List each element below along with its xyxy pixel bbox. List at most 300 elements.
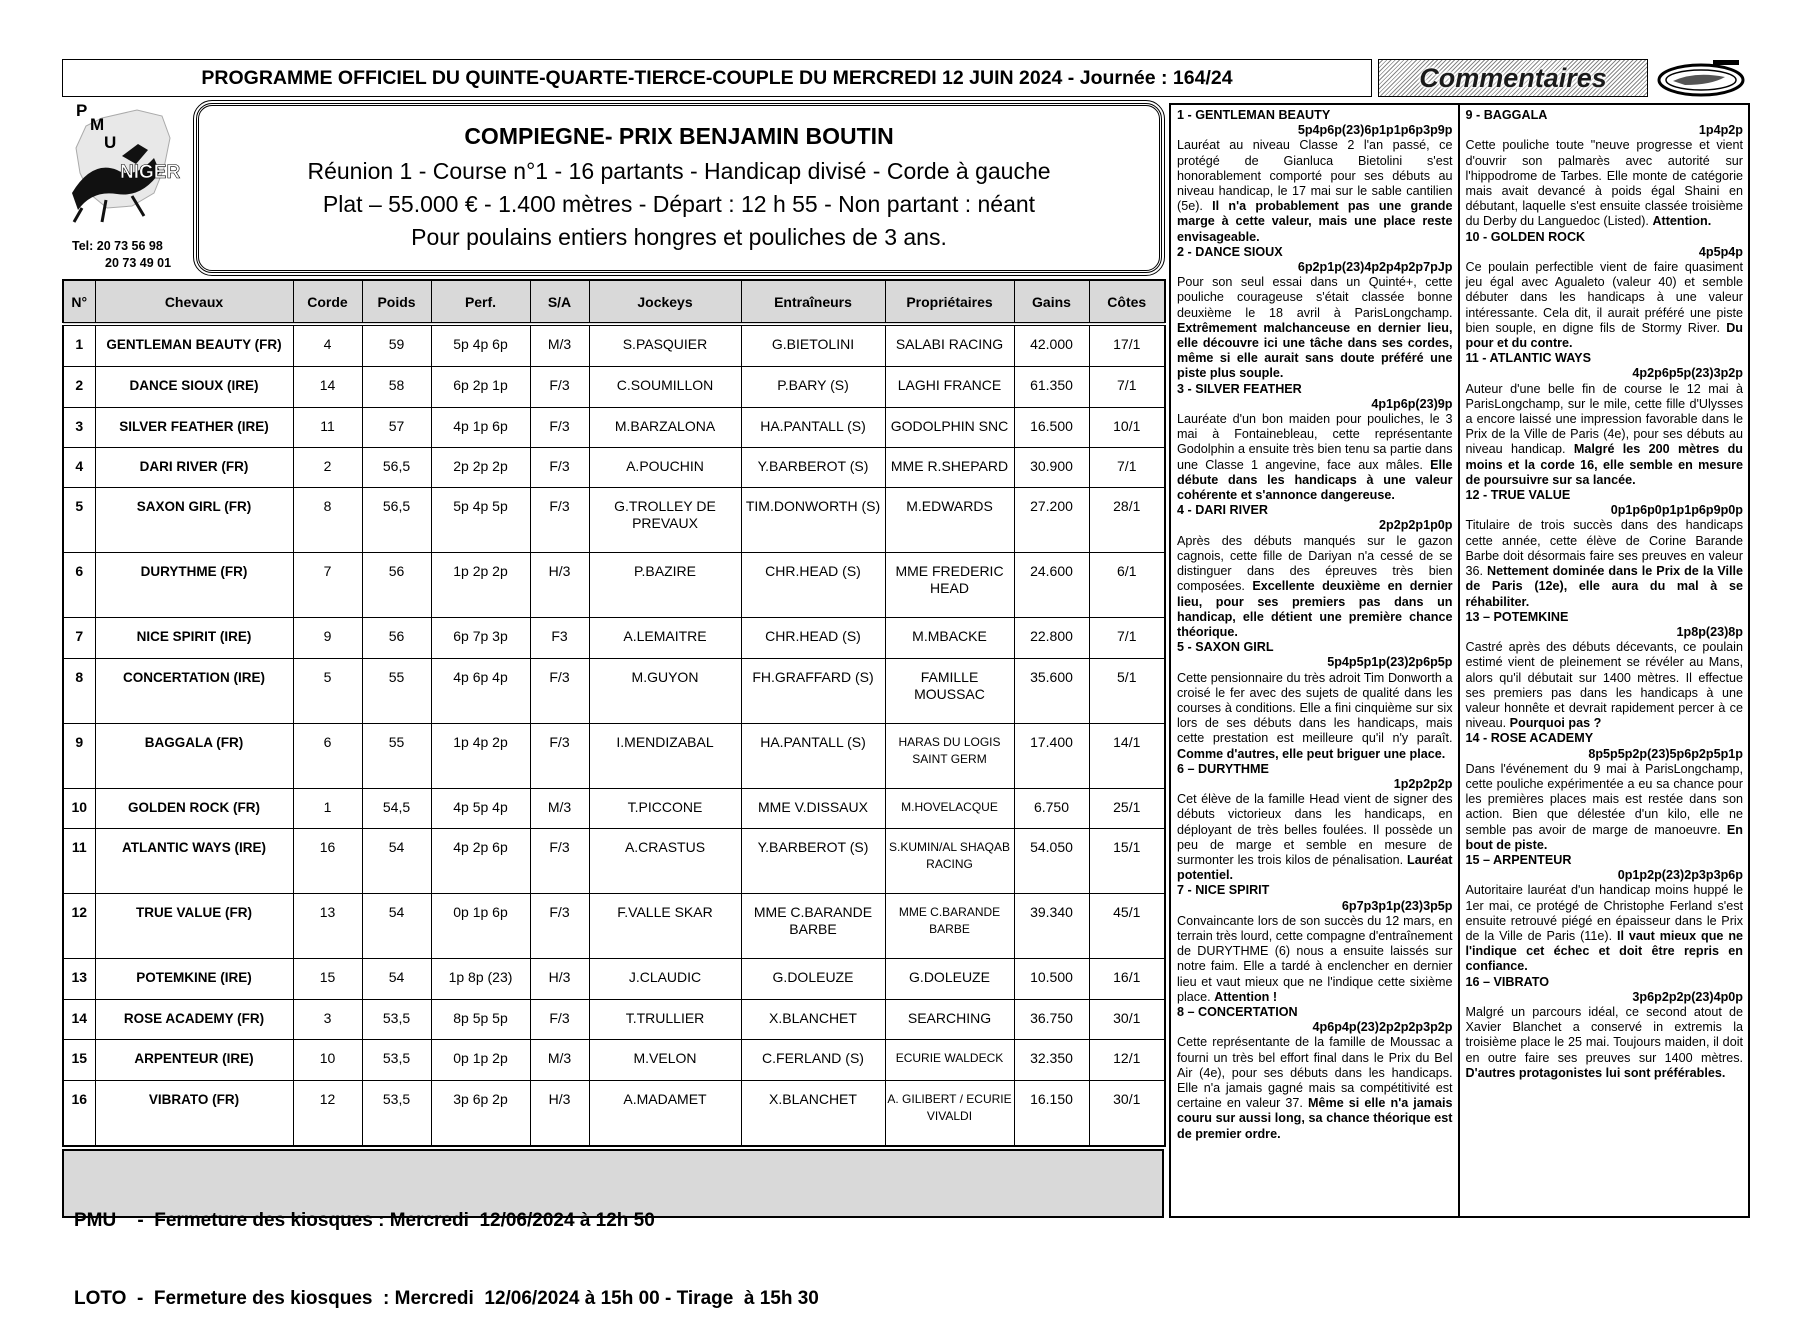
comment-verdict: Pourquoi pas ?: [1509, 716, 1602, 731]
comment-body: Autoritaire lauréat d'un handicap moins huppé le 1er mai, ce protégé de Christophe Ferland s'est ensuite retrouvé piégé en épaisseur dans le Prix de la Ville de Paris (11e).: [1465, 883, 1743, 943]
comment-text: [1466, 138, 1744, 229]
cell-gains: 54.050: [1014, 829, 1089, 894]
comment-body: Cette représentante de la famille de Moussac a fourni un très bel effort final dans le Prix du Bel Air (4e), pour ses débuts dans les handicaps. Elle n'a jamais gagné mais sa compétitivité est certaine en valeur 37.: [1177, 1035, 1453, 1111]
kiosk-line-pmu: PMU - Fermeture des kiosques : Mercredi 12/06/2024 à 12h 50: [74, 1210, 655, 1231]
race-line-1: Réunion 1 - Course n°1 - 16 partants - Handicap divisé - Corde à gauche: [307, 158, 1051, 184]
cell-perf: 5p 4p 6p: [431, 324, 530, 367]
cell-poids: 53,5: [362, 999, 431, 1039]
cell-gains: 22.800: [1014, 618, 1089, 658]
cell-sa: F3: [530, 618, 589, 658]
header-corde: Corde: [293, 280, 362, 324]
cell-trainer: HA.PANTALL (S): [741, 407, 885, 447]
cell-cote: 30/1: [1089, 1080, 1165, 1146]
comment-performance: 1p4p2p: [1698, 123, 1743, 138]
comment-verdict: D'autres protagonistes lui sont préférables.: [1465, 1065, 1726, 1080]
comment-performance: 3p6p2p2p(23)4p0p: [1632, 989, 1743, 1004]
cell-trainer: TIM.DONWORTH (S): [741, 488, 885, 553]
cell-poids: 53,5: [362, 1040, 431, 1080]
comment-performance: 4p1p6p(23)9p: [1371, 396, 1453, 411]
cell-poids: 59: [362, 324, 431, 367]
cell-perf: 4p 2p 6p: [431, 829, 530, 894]
header-perf: Perf.: [431, 280, 530, 324]
cell-num: 3: [63, 407, 95, 447]
comment-horse-name: 6 – DURYTHME: [1177, 761, 1269, 776]
table-row: [63, 658, 1165, 723]
cell-corde: 6: [293, 723, 362, 788]
cell-jockey: I.MENDIZABAL: [589, 723, 741, 788]
comment-verdict: Attention.: [1652, 214, 1712, 229]
phone-line-1: Tel: 20 73 56 98: [72, 239, 163, 253]
cell-num: 4: [63, 447, 95, 487]
comment-text: [1466, 382, 1744, 488]
comment-entry: [1466, 975, 1744, 1081]
cell-cote: 16/1: [1089, 959, 1165, 999]
cell-jockey: F.VALLE SKAR: [589, 894, 741, 959]
cell-poids: 53,5: [362, 1080, 431, 1146]
cell-poids: 56: [362, 553, 431, 618]
cell-gains: 10.500: [1014, 959, 1089, 999]
comment-horse-name: 4 - DARI RIVER: [1177, 503, 1268, 518]
cell-corde: 13: [293, 894, 362, 959]
comment-verdict: Du pour et du contre.: [1465, 320, 1743, 351]
svg-text:M: M: [90, 115, 105, 134]
logo-p: P: [76, 101, 88, 120]
cell-num: 5: [63, 488, 95, 553]
cell-cote: 5/1: [1089, 658, 1165, 723]
header-horse: Chevaux: [95, 280, 293, 324]
comment-horse-name: 7 - NICE SPIRIT: [1177, 883, 1270, 898]
comment-horse-name: 13 – POTEMKINE: [1465, 609, 1569, 624]
cell-cote: 45/1: [1089, 894, 1165, 959]
cell-corde: 14: [293, 367, 362, 407]
comment-performance: 4p6p4p(23)2p2p2p3p2p: [1312, 1020, 1453, 1035]
table-header-row: [63, 280, 1165, 324]
comment-horse-name: 14 - ROSE ACADEMY: [1465, 731, 1594, 746]
cell-num: 6: [63, 553, 95, 618]
cell-horse: GOLDEN ROCK (FR): [95, 788, 293, 828]
cell-perf: 8p 5p 5p: [431, 999, 530, 1039]
comment-entry: [1466, 230, 1744, 352]
cell-horse: ROSE ACADEMY (FR): [95, 999, 293, 1039]
comment-performance: 8p5p5p2p(23)5p6p2p5p1p: [1588, 746, 1743, 761]
cell-cote: 25/1: [1089, 788, 1165, 828]
cell-perf: 0p 1p 6p: [431, 894, 530, 959]
comment-verdict: Comme d'autres, elle peut briguer une place.: [1177, 746, 1446, 761]
cell-poids: 56,5: [362, 447, 431, 487]
cell-cote: 12/1: [1089, 1040, 1165, 1080]
comment-verdict: Même si elle n'a jamais couru sur aussi long, sa chance théorique est de premier ordre.: [1177, 1096, 1453, 1141]
cell-poids: 54: [362, 959, 431, 999]
cell-owner: G.DOLEUZE: [885, 959, 1014, 999]
comment-text: [1466, 883, 1744, 974]
cell-owner: ECURIE WALDECK: [885, 1040, 1014, 1080]
comment-horse-name: 15 – ARPENTEUR: [1465, 852, 1572, 867]
comment-verdict: Il vaut mieux que ne l'indique cet échec et doit être repris en confiance.: [1465, 928, 1744, 974]
cell-num: 10: [63, 788, 95, 828]
comment-body: Cette pensionnaire du très adroit Tim Donworth a croisé le fer avec des sujets de qualité dans les courses à conditions. Elle a fini cinquième sur six lors de ses débuts dans les handicaps, mais cette prestation est meilleure qu'il n'y paraît.: [1177, 670, 1453, 746]
cell-gains: 32.350: [1014, 1040, 1089, 1080]
race-line-2: Plat – 55.000 € - 1.400 mètres - Départ : 12 h 55 - Non partant : néant: [322, 191, 1036, 217]
cell-corde: 1: [293, 788, 362, 828]
cell-num: 13: [63, 959, 95, 999]
comment-horse-name: 5 - SAXON GIRL: [1177, 640, 1274, 655]
cell-gains: 35.600: [1014, 658, 1089, 723]
cell-corde: 12: [293, 1080, 362, 1146]
comment-entry: [1177, 762, 1453, 884]
comment-performance: 4p2p6p5p(23)3p2p: [1632, 366, 1743, 381]
cell-corde: 9: [293, 618, 362, 658]
comment-text: [1177, 138, 1453, 244]
cell-sa: F/3: [530, 407, 589, 447]
cell-trainer: MME C.BARANDE BARBE: [741, 894, 885, 959]
cell-jockey: A.MADAMET: [589, 1080, 741, 1146]
cell-owner: M.MBACKE: [885, 618, 1014, 658]
cell-poids: 58: [362, 367, 431, 407]
cell-sa: F/3: [530, 894, 589, 959]
comment-entry: [1177, 108, 1453, 245]
cell-num: 15: [63, 1040, 95, 1080]
comment-verdict: Lauréat potentiel.: [1177, 852, 1453, 883]
cell-trainer: HA.PANTALL (S): [741, 723, 885, 788]
cell-perf: 1p 8p (23): [431, 959, 530, 999]
cell-cote: 17/1: [1089, 324, 1165, 367]
table-row: [63, 894, 1165, 959]
cell-jockey: A.LEMAITRE: [589, 618, 741, 658]
cell-poids: 55: [362, 723, 431, 788]
comment-performance: 5p4p5p1p(23)2p6p5p: [1327, 655, 1453, 670]
cell-cote: 28/1: [1089, 488, 1165, 553]
comment-body: Ce poulain perfectible vient de faire quasiment jeu égal avec Agualeto (valeur 40) et semble débuter dans les handicaps à une valeur intéressante. Cela dit, il aurait préféré une piste bien souple, en digne fils de Stormy River.: [1465, 260, 1743, 335]
cell-perf: 4p 5p 4p: [431, 788, 530, 828]
cell-num: 16: [63, 1080, 95, 1146]
comment-text: [1466, 640, 1744, 731]
cell-horse: CONCERTATION (IRE): [95, 658, 293, 723]
cell-poids: 54: [362, 829, 431, 894]
cell-num: 14: [63, 999, 95, 1039]
svg-text:U: U: [104, 133, 117, 152]
cell-corde: 8: [293, 488, 362, 553]
phone-line-2: 20 73 49 01: [105, 256, 172, 270]
cell-owner: SEARCHING: [885, 999, 1014, 1039]
cell-owner: SALABI RACING: [885, 324, 1014, 367]
cell-gains: 42.000: [1014, 324, 1089, 367]
cell-poids: 55: [362, 658, 431, 723]
cell-gains: 36.750: [1014, 999, 1089, 1039]
cell-poids: 54,5: [362, 788, 431, 828]
comment-verdict: Elle débute dans les handicaps à une valeur cohérente et s'annonce dangereuse.: [1177, 457, 1453, 503]
cell-owner: MME C.BARANDE BARBE: [885, 894, 1014, 959]
comment-body: Lauréate d'un bon maiden pour pouliches, le 3 mai à Fontainebleau, cette représentante Godolphin a ensuite très bien tenu sa partie dans une Classe 1 angevine, face aux mâles.: [1177, 412, 1453, 472]
comment-text: [1466, 518, 1744, 609]
header-owner: Propriétaires: [885, 280, 1014, 324]
cell-horse: DURYTHME (FR): [95, 553, 293, 618]
cell-owner: HARAS DU LOGIS SAINT GERM: [885, 723, 1014, 788]
cell-cote: 15/1: [1089, 829, 1165, 894]
comment-horse-name: 16 – VIBRATO: [1465, 974, 1550, 989]
race-title: COMPIEGNE- PRIX BENJAMIN BOUTIN: [464, 123, 894, 149]
cell-owner: M.EDWARDS: [885, 488, 1014, 553]
comment-body: Cet élève de la famille Head vient de signer des débuts victorieux dans les handicaps, en déployant de très belles foulées. Il possède un peu de marge et semble en mesure de surmonter les trois kilos de pénalisation.: [1177, 792, 1453, 867]
comment-horse-name: 2 - DANCE SIOUX: [1177, 244, 1283, 259]
cell-perf: 4p 6p 4p: [431, 658, 530, 723]
comments-panel: [1169, 103, 1750, 1218]
cell-trainer: X.BLANCHET: [741, 1080, 885, 1146]
cell-owner: LAGHI FRANCE: [885, 367, 1014, 407]
comment-body: Cette pouliche toute "neuve progresse et vient d'ouvrir son palmarès avec autorité sur l'hippodrome de Tarbes. Elle monte de catégorie mais avait devancé à poids égal Shaini en débutant, laquelle s'est ensuite classée troisième du Derby du Languedoc (Listed).: [1465, 138, 1743, 229]
cell-perf: 1p 4p 2p: [431, 723, 530, 788]
cell-gains: 39.340: [1014, 894, 1089, 959]
cell-sa: M/3: [530, 1040, 589, 1080]
header-cote: Côtes: [1089, 280, 1165, 324]
cell-jockey: M.BARZALONA: [589, 407, 741, 447]
cell-sa: F/3: [530, 829, 589, 894]
comment-entry: [1177, 245, 1453, 382]
comment-entry: [1466, 108, 1744, 230]
cell-corde: 15: [293, 959, 362, 999]
cell-trainer: G.DOLEUZE: [741, 959, 885, 999]
comment-verdict: Excellente deuxième en dernier lieu, pour ses premiers pas dans un handicap, elle détient une première chance théorique.: [1177, 579, 1453, 639]
cell-owner: MME FREDERIC HEAD: [885, 553, 1014, 618]
cell-num: 2: [63, 367, 95, 407]
cell-cote: 7/1: [1089, 618, 1165, 658]
comment-performance: 6p7p3p1p(23)3p5p: [1341, 898, 1453, 913]
cell-sa: H/3: [530, 959, 589, 999]
comment-horse-name: 12 - TRUE VALUE: [1465, 488, 1571, 503]
comment-horse-name: 9 - BAGGALA: [1465, 108, 1548, 122]
cell-horse: SILVER FEATHER (IRE): [95, 407, 293, 447]
comment-performance: 5p4p6p(23)6p1p1p6p3p9p: [1297, 123, 1453, 138]
cell-perf: 5p 4p 5p: [431, 488, 530, 553]
cell-num: 11: [63, 829, 95, 894]
comment-entry: [1177, 640, 1453, 762]
comment-text: [1466, 762, 1744, 853]
table-row: [63, 1080, 1165, 1146]
table-row: [63, 1040, 1165, 1080]
cell-owner: M.HOVELACQUE: [885, 788, 1014, 828]
comment-entry: [1466, 731, 1744, 853]
cell-horse: TRUE VALUE (FR): [95, 894, 293, 959]
cell-trainer: C.FERLAND (S): [741, 1040, 885, 1080]
comment-entry: [1177, 883, 1453, 1005]
table-row: [63, 407, 1165, 447]
cell-owner: S.KUMIN/AL SHAQAB RACING: [885, 829, 1014, 894]
table-row: [63, 999, 1165, 1039]
cell-sa: F/3: [530, 658, 589, 723]
cell-gains: 17.400: [1014, 723, 1089, 788]
table-row: [63, 488, 1165, 553]
cell-perf: 6p 7p 3p: [431, 618, 530, 658]
header-gains: Gains: [1014, 280, 1089, 324]
cell-gains: 27.200: [1014, 488, 1089, 553]
cell-jockey: T.TRULLIER: [589, 999, 741, 1039]
comment-text: [1177, 914, 1453, 1005]
cell-horse: POTEMKINE (IRE): [95, 959, 293, 999]
comment-body: Dans l'événement du 9 mai à ParisLongchamp, cette pouliche expérimentée a eu sa chance pour les premières places mais est restée dans son action. Bien que délestée d'un kilo, elle ne semble pas avoir de marge de manoeuvre.: [1465, 761, 1743, 837]
comment-horse-name: 11 - ATLANTIC WAYS: [1465, 351, 1591, 366]
cell-cote: 10/1: [1089, 407, 1165, 447]
cell-horse: DARI RIVER (FR): [95, 447, 293, 487]
comment-text: [1177, 275, 1453, 381]
cell-sa: H/3: [530, 1080, 589, 1146]
cell-corde: 11: [293, 407, 362, 447]
kiosk-line-loto: LOTO - Fermeture des kiosques : Mercredi 12/06/2024 à 15h 00 - Tirage à 15h 30: [74, 1288, 819, 1309]
cell-horse: ARPENTEUR (IRE): [95, 1040, 293, 1080]
comments-banner-label: Commentaires: [1419, 62, 1607, 93]
cell-corde: 4: [293, 324, 362, 367]
cell-jockey: G.TROLLEY DE PREVAUX: [589, 488, 741, 553]
comment-entry: [1466, 488, 1744, 610]
cell-corde: 16: [293, 829, 362, 894]
header-jockey: Jockeys: [589, 280, 741, 324]
comment-body: Malgré un parcours idéal, ce second atout de Xavier Blanchet a conservé in extremis la troisième place le 25 mai. Toujours maiden, il doit en outre faire ses preuves sur 1400 mètres.: [1465, 1004, 1743, 1065]
comment-body: Titulaire de trois succès dans des handicaps cette année, cette élève de Corine Barande Barbe doit désormais faire ses preuves en valeur 36.: [1465, 518, 1743, 579]
header-num: N°: [63, 280, 95, 324]
comment-body: Pour son seul essai dans un Quinté+, cette pouliche courageuse s'était classée bonne deuxième le 18 avril à ParisLongchamp.: [1177, 275, 1453, 320]
table-row: [63, 829, 1165, 894]
cell-horse: ATLANTIC WAYS (IRE): [95, 829, 293, 894]
comment-body: Lauréat au niveau Classe 2 l'an passé, ce protégé de Gianluca Bietolini s'est honorablement comporté pour ses débuts au niveau handicap, le 17 mai sur le sable cantilien (5e).: [1177, 138, 1453, 214]
header-poids: Poids: [362, 280, 431, 324]
cell-jockey: A.CRASTUS: [589, 829, 741, 894]
comments-column-right: [1460, 105, 1749, 1216]
comment-performance: 4p5p4p: [1698, 244, 1743, 259]
cell-num: 8: [63, 658, 95, 723]
kiosk-closing-box: [62, 1149, 1164, 1309]
table-row: [63, 324, 1165, 367]
comment-verdict: Attention !: [1214, 989, 1278, 1004]
comment-horse-name: 8 – CONCERTATION: [1177, 1004, 1298, 1019]
cell-perf: 6p 2p 1p: [431, 367, 530, 407]
race-line-3: Pour poulains entiers hongres et pouliches de 3 ans.: [411, 224, 947, 250]
comment-text: [1177, 1035, 1453, 1141]
cell-cote: 14/1: [1089, 723, 1165, 788]
table-row: [63, 959, 1165, 999]
cell-num: 9: [63, 723, 95, 788]
table-row: [63, 553, 1165, 618]
cell-perf: 4p 1p 6p: [431, 407, 530, 447]
comment-horse-name: 3 - SILVER FEATHER: [1177, 381, 1302, 396]
cell-corde: 10: [293, 1040, 362, 1080]
cell-poids: 56,5: [362, 488, 431, 553]
cell-sa: F/3: [530, 367, 589, 407]
pmu-niger-logo-icon: [62, 98, 192, 238]
table-row: [63, 447, 1165, 487]
cell-perf: 2p 2p 2p: [431, 447, 530, 487]
cell-sa: F/3: [530, 488, 589, 553]
cell-jockey: S.PASQUIER: [589, 324, 741, 367]
cell-owner: MME R.SHEPARD: [885, 447, 1014, 487]
header-trainer: Entraîneurs: [741, 280, 885, 324]
comment-text: [1177, 792, 1453, 883]
cell-cote: 30/1: [1089, 999, 1165, 1039]
comment-body: Auteur d'une belle fin de course le 12 mai à ParisLongchamp, sur le mile, cette fille d'Ulysses a encore laissé une impression favorable dans le Prix de la Ville de Paris (4e), pour ses débuts au niveau handicap.: [1465, 381, 1743, 457]
cell-sa: F/3: [530, 999, 589, 1039]
cell-trainer: P.BARY (S): [741, 367, 885, 407]
cell-jockey: T.PICCONE: [589, 788, 741, 828]
cell-owner: GODOLPHIN SNC: [885, 407, 1014, 447]
table-row: [63, 618, 1165, 658]
cell-owner: FAMILLE MOUSSAC: [885, 658, 1014, 723]
cell-perf: 3p 6p 2p: [431, 1080, 530, 1146]
cell-horse: VIBRATO (FR): [95, 1080, 293, 1146]
cell-poids: 54: [362, 894, 431, 959]
cell-sa: F/3: [530, 447, 589, 487]
cell-horse: BAGGALA (FR): [95, 723, 293, 788]
comment-verdict: Malgré les 200 mètres du moins et la corde 16, elle semble en mesure de poursuivre sur sa lancée.: [1465, 442, 1743, 487]
comment-text: [1466, 260, 1744, 351]
table-row: [63, 788, 1165, 828]
cell-gains: 6.750: [1014, 788, 1089, 828]
cell-horse: NICE SPIRIT (IRE): [95, 618, 293, 658]
comment-performance: 1p2p2p2p: [1393, 776, 1453, 791]
comment-body: Convaincante lors de son succès du 12 mars, en terrain très lourd, cette compagne d'entraînement de DURYTHME (6) nous a ensuite laissés sur notre faim. Elle a tardé à enclencher en dernier lieu et vaut mieux que ne l'indique cette sixième place.: [1177, 913, 1453, 1004]
comment-verdict: Il n'a probablement pas une grande marge à cette valeur, mais une place reste envisageable.: [1177, 199, 1453, 244]
phone-numbers: [72, 238, 171, 272]
cell-gains: 16.500: [1014, 407, 1089, 447]
eye-logo-icon: [1655, 57, 1747, 99]
table-row: [63, 723, 1165, 788]
cell-num: 7: [63, 618, 95, 658]
comment-verdict: Extrêmement malchanceuse en dernier lieu, elle découvre ici une tâche dans ses cordes, même si elle aurait sans doute préféré une piste plus souple.: [1177, 320, 1453, 381]
cell-jockey: P.BAZIRE: [589, 553, 741, 618]
comment-performance: 0p1p2p(23)2p3p3p6p: [1617, 868, 1743, 883]
comment-performance: 1p8p(23)8p: [1676, 624, 1743, 639]
runners-table: [62, 279, 1166, 1147]
cell-trainer: Y.BARBEROT (S): [741, 829, 885, 894]
comment-verdict: En bout de piste.: [1465, 822, 1743, 852]
cell-gains: 16.150: [1014, 1080, 1089, 1146]
cell-sa: M/3: [530, 788, 589, 828]
cell-sa: H/3: [530, 553, 589, 618]
comment-entry: [1177, 1005, 1453, 1142]
cell-trainer: G.BIETOLINI: [741, 324, 885, 367]
comment-horse-name: 10 - GOLDEN ROCK: [1465, 229, 1586, 244]
cell-trainer: X.BLANCHET: [741, 999, 885, 1039]
cell-sa: M/3: [530, 324, 589, 367]
comment-performance: 0p1p6p0p1p1p6p9p0p: [1610, 503, 1743, 518]
cell-gains: 30.900: [1014, 447, 1089, 487]
page-title: PROGRAMME OFFICIEL DU QUINTE-QUARTE-TIERCE-COUPLE DU MERCREDI 12 JUIN 2024 - Journée : 164/24: [62, 59, 1372, 97]
comment-entry: [1466, 351, 1744, 488]
comment-entry: [1466, 853, 1744, 975]
cell-perf: 1p 2p 2p: [431, 553, 530, 618]
comment-text: [1177, 534, 1453, 640]
cell-jockey: A.POUCHIN: [589, 447, 741, 487]
race-info-box: [196, 103, 1162, 273]
cell-poids: 57: [362, 407, 431, 447]
cell-horse: DANCE SIOUX (IRE): [95, 367, 293, 407]
comments-column-left: [1171, 105, 1460, 1216]
comment-performance: 2p2p2p1p0p: [1379, 518, 1453, 533]
comment-body: Castré après des débuts décevants, ce poulain estimé vient de pleinement se révéler au Mans, alors qu'il débutait sur 1400 mètres. Il effectue ses premiers pas dans les handicaps à une valeur honnête et devrait rapidement percer à ce niveau.: [1465, 640, 1743, 731]
cell-trainer: FH.GRAFFARD (S): [741, 658, 885, 723]
cell-corde: 5: [293, 658, 362, 723]
comment-text: [1177, 412, 1453, 503]
cell-jockey: M.GUYON: [589, 658, 741, 723]
comment-text: [1177, 671, 1453, 762]
cell-cote: 6/1: [1089, 553, 1165, 618]
cell-poids: 56: [362, 618, 431, 658]
cell-corde: 3: [293, 999, 362, 1039]
cell-trainer: MME V.DISSAUX: [741, 788, 885, 828]
cell-cote: 7/1: [1089, 447, 1165, 487]
cell-perf: 0p 1p 2p: [431, 1040, 530, 1080]
cell-gains: 61.350: [1014, 367, 1089, 407]
comments-banner: [1378, 59, 1648, 97]
cell-trainer: CHR.HEAD (S): [741, 618, 885, 658]
comment-text: [1466, 1005, 1744, 1081]
cell-gains: 24.600: [1014, 553, 1089, 618]
